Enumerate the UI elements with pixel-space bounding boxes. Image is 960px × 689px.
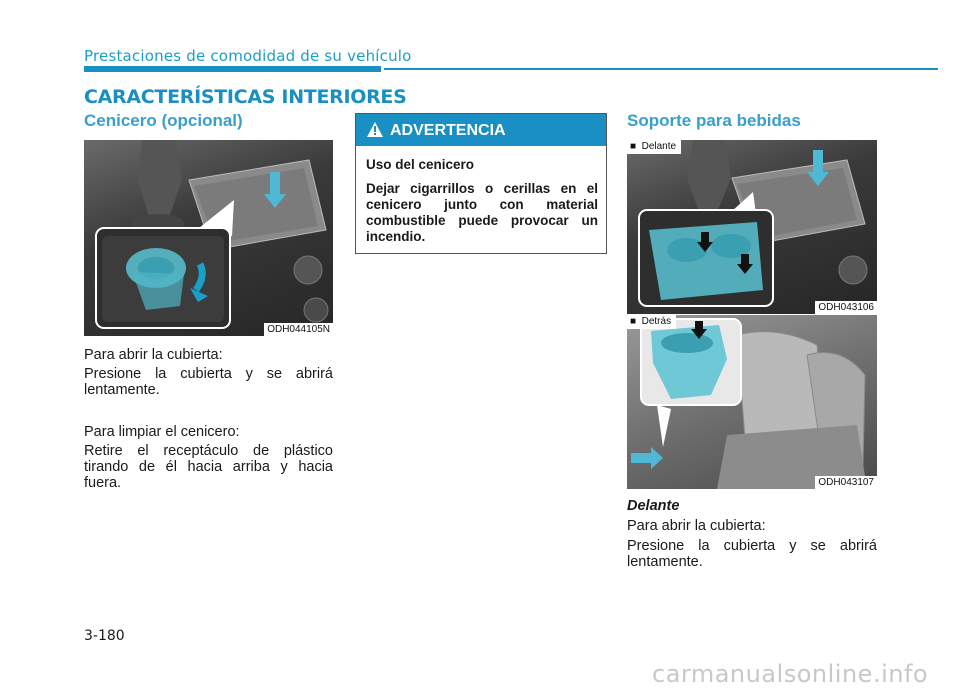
cupholder-front-illustration [627, 140, 877, 314]
cupholder-rear-illustration [627, 315, 877, 489]
warning-text: Dejar cigarrillos o cerillas en el cenicero junto con material combustible puede provocar un incendio. [366, 181, 598, 244]
watermark: carmanualsonline.info [652, 660, 929, 688]
cupholder-open-text: Presione la cubierta y se abrirá lentamente. [627, 538, 877, 570]
page-number: 3-180 [84, 628, 125, 644]
ashtray-illustration [84, 140, 333, 336]
ashtray-clean-text: Retire el receptáculo de plástico tirando de él hacia arriba y hacia fuera. [84, 443, 333, 491]
ashtray-open-intro: Para abrir la cubierta: [84, 347, 223, 363]
cupholder-subheading: Delante [627, 498, 680, 514]
warning-header [356, 114, 606, 146]
warning-triangle-icon [367, 122, 383, 137]
ashtray-title: Cenicero (opcional) [84, 111, 243, 130]
cupholder-front-photo [627, 140, 877, 314]
warning-title: Uso del cenicero [366, 157, 475, 172]
chapter-title: CARACTERÍSTICAS INTERIORES [84, 86, 407, 108]
cupholder-title: Soporte para bebidas [627, 111, 801, 130]
rear-label-text: Detrás [641, 316, 672, 327]
square-bullet-icon: ■ [630, 316, 637, 327]
section-header: Prestaciones de comodidad de su vehículo [84, 47, 412, 65]
header-rule-thin [384, 68, 938, 70]
cupholder-open-intro: Para abrir la cubierta: [627, 518, 766, 534]
rear-image-code: ODH043107 [815, 476, 877, 489]
rear-view-label [627, 315, 676, 329]
square-bullet-icon: ■ [630, 141, 637, 152]
front-view-label [627, 140, 681, 154]
warning-box [355, 113, 607, 254]
front-image-code: ODH043106 [815, 301, 877, 314]
ashtray-clean-intro: Para limpiar el cenicero: [84, 424, 240, 440]
cupholder-rear-photo [627, 315, 877, 489]
ashtray-image-code: ODH044105N [264, 323, 333, 336]
warning-label: ADVERTENCIA [390, 122, 506, 139]
front-label-text: Delante [641, 141, 677, 152]
ashtray-photo [84, 140, 333, 336]
ashtray-open-text: Presione la cubierta y se abrirá lentamente. [84, 366, 333, 398]
header-rule-thick [84, 66, 381, 72]
